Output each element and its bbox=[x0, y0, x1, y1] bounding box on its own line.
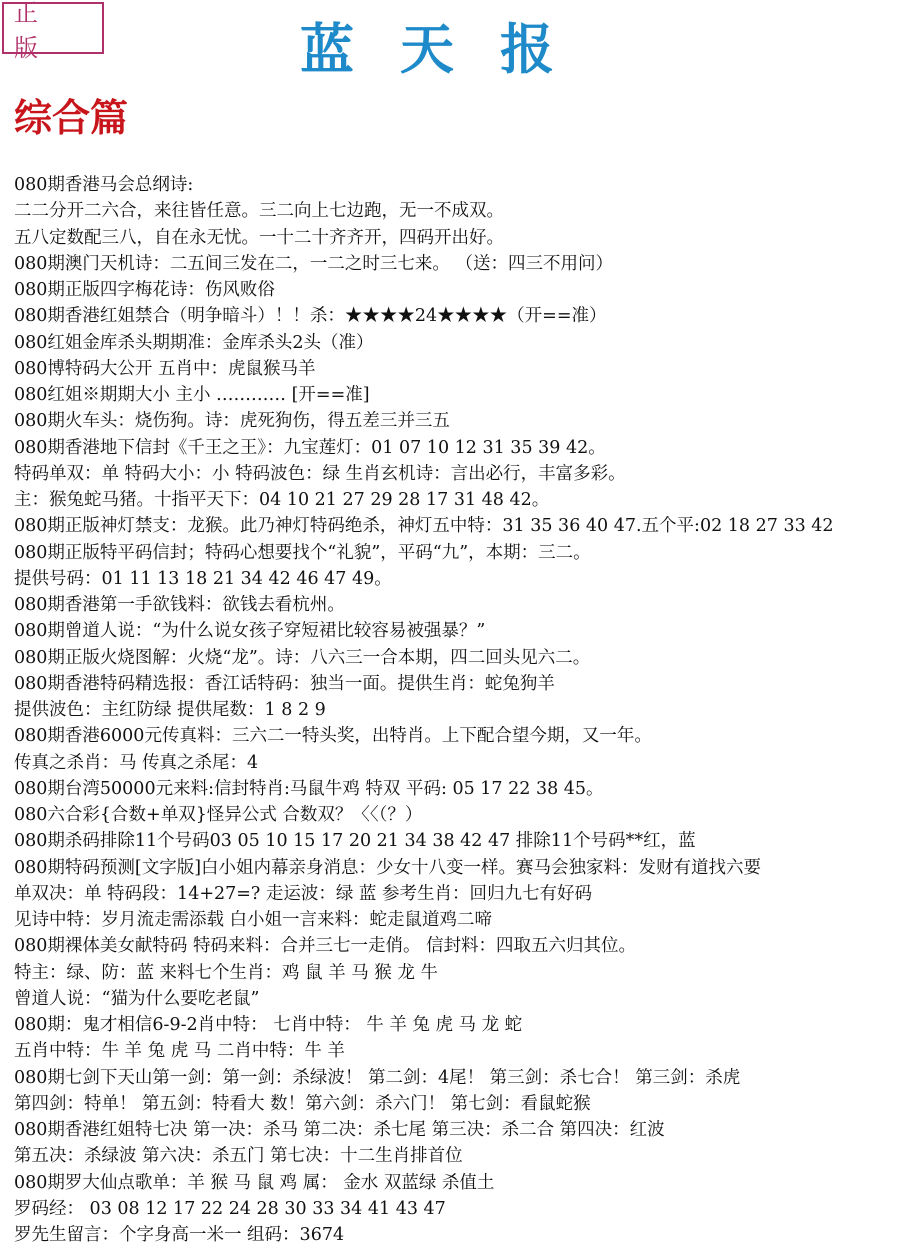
text-line: 080期香港红姐禁合（明争暗斗）！！杀：★★★★24★★★★（开==准） bbox=[14, 306, 607, 327]
text-line: 080期香港地下信封《千王之王》：九宝莲灯：01 07 10 12 31 35 39 42。 bbox=[14, 437, 606, 458]
text-line: 见诗中特：岁月流走需添载 白小姐一言来料：蛇走鼠道鸡二啼 bbox=[14, 910, 493, 930]
text-line: 单双决：单 特码段：14+27=? 走运波：绿 蓝 参考生肖：回归九七有好码 bbox=[14, 883, 592, 904]
text-line: 五八定数配三八，自在永无忧。一十二十齐齐开，四码开出好。 bbox=[14, 227, 504, 248]
text-line: 提供波色：主红防绿 提供尾数：1 8 2 9 bbox=[14, 700, 326, 720]
newspaper-title: 蓝天报 bbox=[300, 17, 600, 81]
text-line: 080期罗大仙点歌单：羊 猴 马 鼠 鸡 属： 金水 双蓝绿 杀值土 bbox=[14, 1172, 495, 1193]
text-line: 080红姐金库杀头期期准：金库杀头2头（准） bbox=[14, 332, 374, 353]
text-line: 080期香港6000元传真料：三六二一特头奖，出特肖。上下配合望今期，又一年。 bbox=[14, 726, 652, 747]
text-line: 080期曾道人说：“为什么说女孩子穿短裙比较容易被强暴？” bbox=[14, 621, 486, 642]
text-line: 传真之杀肖：马 传真之杀尾：4 bbox=[14, 752, 259, 773]
text-line: 二二分开二六合，来往皆任意。三二向上七边跑，无一不成双。 bbox=[14, 201, 504, 222]
text-line: 080期正版神灯禁支：龙猴。此乃神灯特码绝杀，神灯五中特：31 35 36 40 47.五个平:02 18 27 33 42 bbox=[14, 516, 834, 537]
text-line: 080期香港马会总纲诗: bbox=[14, 175, 194, 195]
text-line: 五肖中特：牛 羊 兔 虎 马 二肖中特：牛 羊 bbox=[14, 1041, 345, 1062]
text-line: 080博特码大公开 五肖中：虎鼠猴马羊 bbox=[14, 358, 316, 379]
text-line: 080期特码预测[文字版]白小姐内幕亲身消息：少女十八变一样。赛马会独家料：发财有道找六要 bbox=[14, 857, 762, 878]
text-line: 080期火车头：烧伤狗。诗：虎死狗伤，得五差三并三五 bbox=[14, 411, 450, 432]
text-line: 080期香港第一手欲钱料：欲钱去看杭州。 bbox=[14, 595, 345, 615]
text-line: 080期澳门天机诗：二五间三发在二，一二之时三七来。 （送：四三不用问） bbox=[14, 253, 613, 274]
article-body bbox=[14, 172, 898, 1248]
text-line: 特码单双：单 特码大小：小 特码波色：绿 生肖玄机诗：言出必行，丰富多彩。 bbox=[14, 463, 626, 484]
text-line: 080期：鬼才相信6-9-2肖中特： 七肖中特： 牛 羊 兔 虎 马 龙 蛇 bbox=[14, 1015, 523, 1035]
text-line: 特主：绿、防：蓝 来料七个生肖：鸡 鼠 羊 马 猴 龙 牛 bbox=[14, 962, 438, 983]
text-line: 080期正版火烧图解：火烧“龙”。诗：八六三一合本期，四二回头见六二。 bbox=[14, 647, 591, 668]
text-line: 080红姐※期期大小 主小 ………… [开==准] bbox=[14, 385, 370, 405]
text-line: 080期香港红姐特七决 第一决：杀马 第二决：杀七尾 第三决：杀二合 第四决：红波 bbox=[14, 1120, 665, 1140]
text-line: 曾道人说：“猫为什么要吃老鼠” bbox=[14, 988, 260, 1009]
edition-badge: 正 版 bbox=[2, 2, 104, 54]
text-line: 第四剑：特单！ 第五剑：特看大 数！第六剑：杀六门！ 第七剑：看鼠蛇猴 bbox=[14, 1093, 591, 1114]
text-line: 罗码经： 03 08 12 17 22 24 28 30 33 34 41 43 47 bbox=[14, 1198, 446, 1219]
text-line: 080期香港特码精选报：香江话特码：独当一面。提供生肖：蛇兔狗羊 bbox=[14, 673, 555, 694]
text-line: 提供号码：01 11 13 18 21 34 42 46 47 49。 bbox=[14, 568, 392, 589]
text-line: 080期台湾50000元来料:信封特肖:马鼠牛鸡 特双 平码: 05 17 22 38 45。 bbox=[14, 778, 604, 799]
text-line: 主：猴兔蛇马猪。十指平天下：04 10 21 27 29 28 17 31 48 42。 bbox=[14, 490, 550, 510]
text-line: 第五决：杀绿波 第六决：杀五门 第七决：十二生肖排首位 bbox=[14, 1146, 463, 1167]
text-line: 080六合彩{合数+单双}怪异公式 合数双？〈〈（？） bbox=[14, 805, 423, 825]
text-line: 080期正版特平码信封；特码心想要找个“礼貌”，平码“九”，本期：三二。 bbox=[14, 542, 591, 563]
text-line: 080期七剑下天山第一剑：第一剑：杀绿波！ 第二剑：4尾！ 第三剑：杀七合！ 第三剑：杀虎 bbox=[14, 1067, 741, 1088]
section-heading: 综合篇 bbox=[14, 95, 129, 140]
text-line: 080期正版四字梅花诗：伤风败俗 bbox=[14, 280, 275, 300]
text-line: 080期杀码排除11个号码03 05 10 15 17 20 21 34 38 42 47 排除11个号码**红，蓝 bbox=[14, 831, 696, 852]
text-line: 080期裸体美女献特码 特码来料：合并三七一走俏。 信封料：四取五六归其位。 bbox=[14, 936, 637, 957]
text-line: 罗先生留言：个字身高一米一 组码：3674 bbox=[14, 1225, 345, 1245]
